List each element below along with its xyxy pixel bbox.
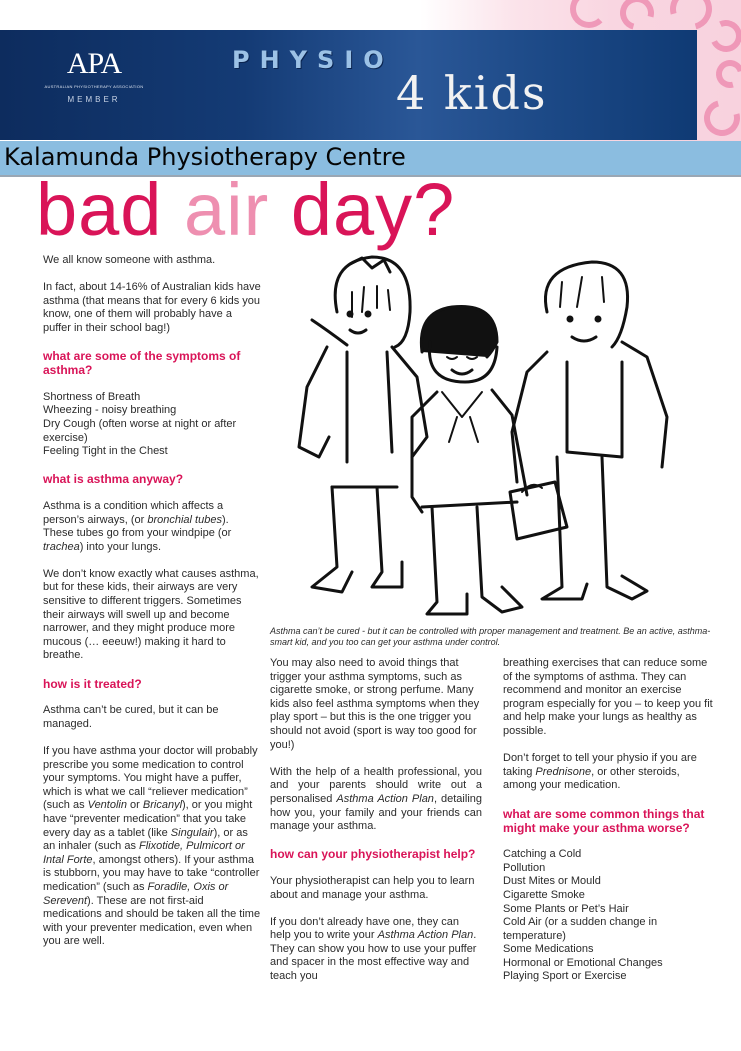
list-item: Feeling Tight in the Chest bbox=[43, 445, 168, 458]
page-headline bbox=[36, 170, 455, 250]
text-run: If you have asthma your doctor will probably prescribe you some medication to control your symptoms. You might have a puffer, which is what we call “reliever medication” (such as bbox=[43, 745, 258, 812]
text-run: ). These tubes go from your windpipe (or bbox=[43, 513, 232, 540]
apa-logo-mark: APA bbox=[66, 47, 122, 80]
text-run: , or other steroids, among your medication. bbox=[503, 765, 680, 792]
what-is-asthma-paragraph-2: We don’t know exactly what causes asthma, but for these kids, their airways are very sensitive to different triggers. Sometimes their airways will swell up and become narrower, and they might produce more mucous (… eeeuw!) making it hard to breathe. bbox=[43, 567, 259, 662]
text-run-italic: Singulair bbox=[170, 826, 214, 839]
text-run: ), or as an inhaler (such as bbox=[43, 826, 248, 853]
intro-paragraph-1: We all know someone with asthma. bbox=[43, 254, 216, 266]
physio-help-heading: how can your physiotherapist help? bbox=[270, 847, 476, 862]
text-run: . They can show you how to use your puffer and spacer in the most effective way and teach you bbox=[270, 929, 477, 983]
swirl-icon bbox=[570, 0, 608, 28]
prednisone-paragraph bbox=[503, 752, 713, 793]
right-boy-figure-icon bbox=[512, 262, 667, 599]
list-item: Hormonal or Emotional Changes bbox=[503, 956, 663, 969]
text-run: , amongst others). If your asthma is stubborn, you may have to take “controller medication” (such as bbox=[43, 853, 260, 893]
physio-help-paragraph-1: Your physiotherapist can help you to learn about and manage your asthma. bbox=[270, 874, 475, 901]
swirl-icon bbox=[711, 55, 741, 93]
illustration-caption: Asthma can’t be cured - but it can be controlled with proper management and treatment. Be an active, asthma-smart kid, and you too can get your asthma under control. bbox=[270, 626, 711, 647]
headline-day: day? bbox=[269, 168, 456, 251]
text-run-italic: Asthma Action Plan bbox=[336, 792, 434, 805]
text-run-italic: Ventolin bbox=[87, 799, 127, 812]
list-item: Pollution bbox=[503, 861, 546, 874]
symptoms-list bbox=[43, 391, 261, 459]
intro-paragraph-2: In fact, about 14-16% of Australian kids have asthma (that means that for every 6 kids you know, one of them will probably have a puffer in their school bag!) bbox=[43, 281, 261, 334]
what-is-asthma-paragraph-1 bbox=[43, 500, 261, 554]
text-run-italic: Flixotide, Pulmicort or Intal Forte bbox=[43, 840, 245, 866]
text-run: Don’t forget to tell your physio if you are taking bbox=[503, 752, 697, 778]
breathing-exercises-paragraph: breathing exercises that can reduce some of the symptoms of asthma. They can recommend and monitor an exercise program especially for you – to keep you fit and help make your lungs as healthy as possible. bbox=[503, 657, 713, 737]
text-run: Asthma is a condition which affects a person’s airways, (or bbox=[43, 499, 224, 526]
text-run-italic: Prednisone bbox=[535, 765, 592, 778]
text-run: , detailing how you, your family and your friends can manage your asthma. bbox=[270, 792, 482, 833]
apa-member-label: MEMBER bbox=[67, 95, 121, 104]
headline-bad: bad bbox=[36, 168, 185, 251]
text-run-italic: trachea bbox=[43, 540, 80, 553]
list-item: Dust Mites or Mould bbox=[503, 875, 601, 888]
centre-name: Kalamunda Physiotherapy Centre bbox=[4, 143, 406, 171]
list-item: Some Medications bbox=[503, 943, 594, 956]
how-treated-heading: how is it treated? bbox=[43, 676, 142, 691]
girl-figure-icon bbox=[299, 257, 427, 592]
text-run-italic: Asthma Action Plan bbox=[377, 929, 474, 942]
text-run: or bbox=[126, 799, 143, 812]
text-run: If you don’t already have one, they can help you to write your bbox=[270, 915, 459, 942]
text-run: With the help of a health professional, you and your parents should write out a personalised bbox=[270, 765, 482, 805]
avoid-triggers-paragraph: You may also need to avoid things that trigger your asthma symptoms, such as cigarette smoke, or strong perfume. Many kids also feel asthma symptoms when they play sport – but this is the one trigger you should not avoid (sport is way too good for you!) bbox=[270, 657, 480, 751]
brand-4-kids: 4 kids bbox=[396, 66, 548, 120]
list-item: Cold Air (or a sudden change in temperature) bbox=[503, 916, 658, 942]
triggers-heading: what are some common things that might make your asthma worse? bbox=[503, 806, 705, 835]
physio-help-paragraph-2 bbox=[270, 916, 482, 984]
symptoms-heading: what are some of the symptoms of asthma? bbox=[43, 349, 241, 378]
treated-paragraph-2 bbox=[43, 745, 261, 949]
text-run: ) into your lungs. bbox=[79, 540, 162, 553]
what-is-asthma-heading: what is asthma anyway? bbox=[43, 472, 184, 487]
apa-association-name: AUSTRALIAN PHYSIOTHERAPY ASSOCIATION bbox=[44, 84, 144, 89]
swirl-icon bbox=[697, 93, 741, 142]
middle-boy-figure-icon bbox=[412, 306, 527, 614]
swirl-icon bbox=[705, 15, 741, 56]
column-left bbox=[43, 254, 261, 963]
text-run-italic: Bricanyl bbox=[142, 799, 183, 812]
text-run: ), or you might have “preventer medication” that you take every day as a tablet (like bbox=[43, 799, 253, 839]
list-item: Some Plants or Pet’s Hair bbox=[503, 902, 629, 915]
text-run-italic: Foradile, Oxis or Serevent bbox=[43, 880, 229, 907]
treated-paragraph-1: Asthma can’t be cured, but it can be managed. bbox=[43, 704, 219, 730]
header-banner bbox=[0, 30, 697, 140]
list-item: Playing Sport or Exercise bbox=[503, 970, 627, 983]
column-right bbox=[503, 657, 713, 984]
action-plan-paragraph bbox=[270, 766, 482, 834]
brand-physio: PHYSIO bbox=[232, 46, 394, 74]
triggers-list bbox=[503, 848, 713, 984]
column-middle bbox=[270, 657, 482, 997]
text-run-italic: bronchial tubes bbox=[147, 513, 222, 526]
list-item: Catching a Cold bbox=[503, 848, 582, 861]
list-item: Shortness of Breath bbox=[43, 390, 141, 403]
list-item: Cigarette Smoke bbox=[503, 888, 585, 901]
text-run: ). These are not first-aid medications and should be taken all the time with your preventer medication, even when you are well. bbox=[43, 894, 261, 948]
list-item: Wheezing - noisy breathing bbox=[43, 404, 177, 417]
list-item: Dry Cough (often worse at night or after exercise) bbox=[43, 417, 237, 444]
apa-member-logo bbox=[44, 48, 144, 104]
headline-air: air bbox=[184, 168, 270, 251]
children-illustration bbox=[292, 242, 712, 620]
